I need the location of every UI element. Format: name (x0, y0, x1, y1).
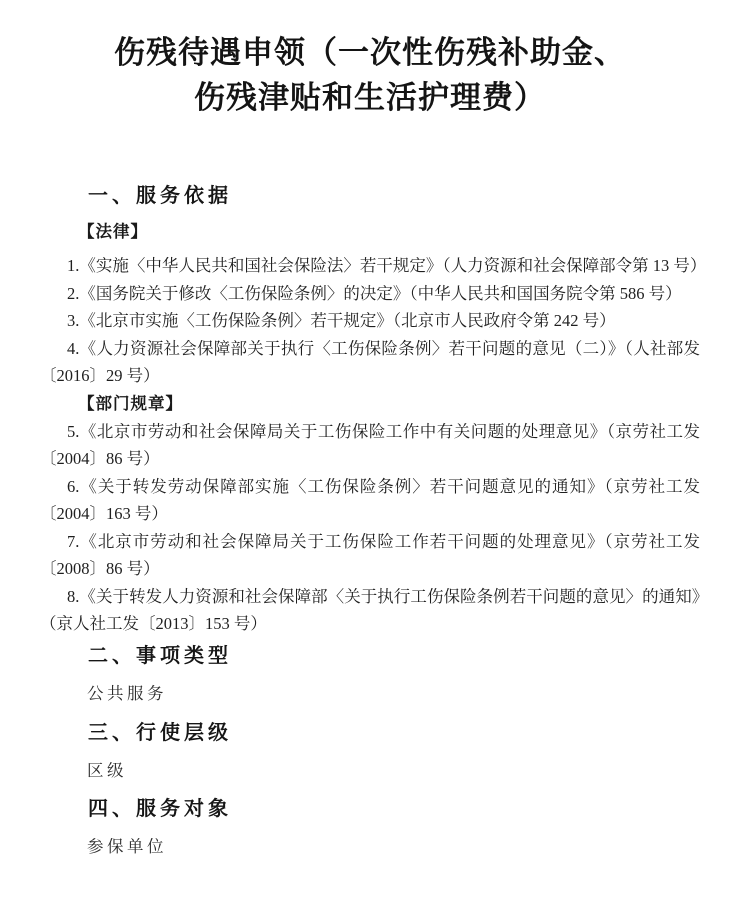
law-item-3: 3.《北京市实施〈工伤保险条例〉若干规定》（北京市人民政府令第 242 号） (67, 311, 616, 330)
law-item-2: 2.《国务院关于修改〈工伤保险条例〉的决定》（中华人民共和国国务院令第 586 号） (67, 283, 682, 303)
law-item-8: 8.《关于转发人力资源和社会保障部〈关于执行工伤保险条例若干问题的意见〉的通知》（京人社工发〔2013〕153 号） (40, 586, 700, 633)
section-heading-service-basis: 一、服务依据 (88, 185, 232, 207)
law-item-6: 6.《关于转发劳动保障部实施〈工伤保险条例〉若干问题意见的通知》（京劳社工发〔2004〕163 号） (40, 476, 700, 523)
subheading-department-rules: 【部门规章】 (78, 394, 183, 413)
law-item-1: 1.《实施〈中华人民共和国社会保险法〉若干规定》（人力资源和社会保障部令第 13 号） (67, 256, 707, 275)
section-heading-exercise-level: 三、行使层级 (88, 721, 232, 744)
item-type-value: 公共服务 (87, 683, 167, 703)
exercise-level-value: 区级 (87, 760, 127, 780)
law-item-7: 7.《北京市劳动和社会保障局关于工伤保险工作若干问题的处理意见》（京劳社工发〔2008〕86 号） (40, 531, 700, 578)
section-heading-service-target: 四、服务对象 (88, 797, 232, 820)
law-item-5: 5.《北京市劳动和社会保障局关于工伤保险工作中有关问题的处理意见》（京劳社工发〔2004〕86 号） (40, 421, 700, 468)
page-title (40, 30, 700, 120)
law-item-4: 4.《人力资源社会保障部关于执行〈工伤保险条例〉若干问题的意见（二）》（人社部发〔2016〕29 号） (40, 338, 700, 385)
page-title-line-1: 伤残待遇申领（一次性伤残补助金、 (114, 35, 626, 70)
section-heading-item-type: 二、事项类型 (88, 644, 232, 667)
service-target-value: 参保单位 (87, 836, 167, 856)
page-title-line-2: 伤残津贴和生活护理费） (194, 80, 546, 115)
subheading-law: 【法律】 (78, 223, 148, 241)
